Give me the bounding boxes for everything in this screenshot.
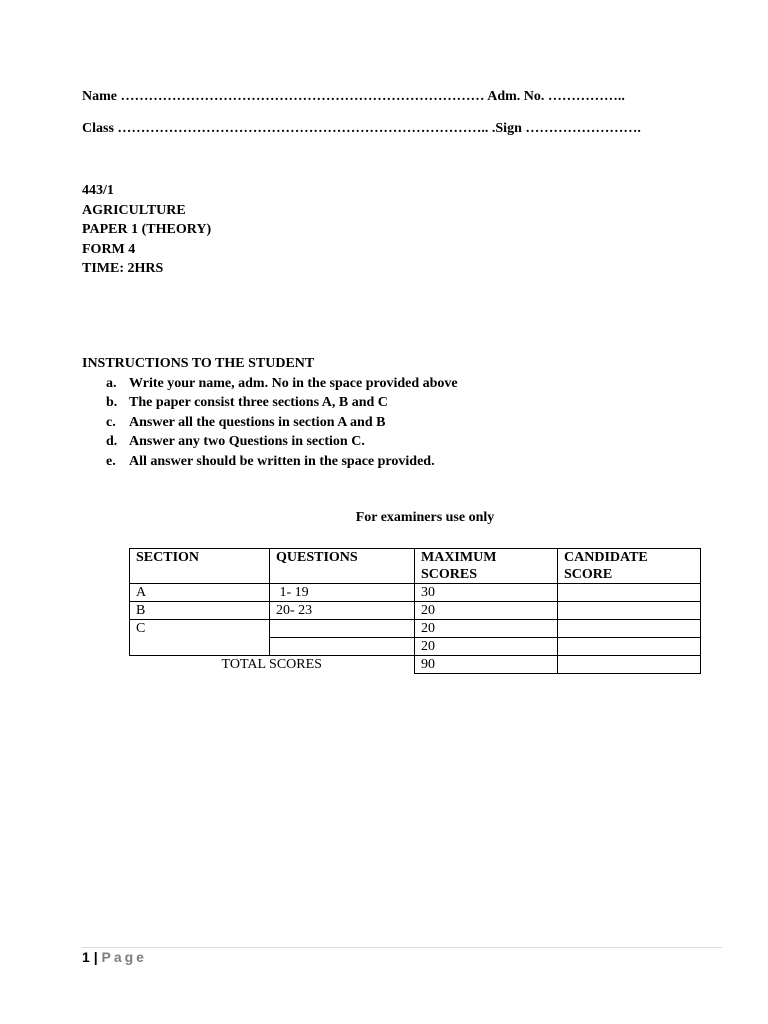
header-candidate-score: CANDIDATE SCORE <box>558 549 701 584</box>
cell-candidate-score[interactable] <box>558 584 701 602</box>
page-separator: | <box>93 949 98 965</box>
subject-title: AGRICULTURE <box>82 202 186 218</box>
instruction-item <box>82 393 458 413</box>
header-section: SECTION <box>130 549 270 584</box>
cell-max-score: 30 <box>415 584 558 602</box>
form-level: FORM 4 <box>82 241 136 257</box>
instructions-heading: INSTRUCTIONS TO THE STUDENT <box>82 356 315 371</box>
page-number: 1 <box>82 949 90 965</box>
instruction-item <box>82 452 458 472</box>
time-allowed: TIME: 2HRS <box>82 261 164 276</box>
cell-questions: 20- 23 <box>270 602 415 620</box>
total-candidate-score[interactable] <box>558 656 701 674</box>
paper-title: PAPER 1 (THEORY) <box>82 222 212 237</box>
instruction-marker: b. <box>106 395 118 410</box>
instruction-marker: d. <box>106 434 118 449</box>
table-row <box>130 584 701 602</box>
class-sign-line: Class …………………………………………………………………….. .Sign ……………………. <box>82 121 641 136</box>
cell-questions <box>270 620 415 638</box>
examiners-caption: For examiners use only <box>355 510 495 525</box>
paper-code: 443/1 <box>82 183 114 198</box>
cell-max-score: 20 <box>415 620 558 638</box>
instruction-marker: a. <box>106 375 117 391</box>
table-row <box>130 602 701 620</box>
table-header-row <box>130 549 701 584</box>
cell-candidate-score[interactable] <box>558 638 701 656</box>
instruction-text: Answer all the questions in section A and B <box>129 414 386 430</box>
instruction-marker: e. <box>106 453 116 469</box>
cell-max-score: 20 <box>415 602 558 620</box>
score-table <box>129 548 701 674</box>
instructions-section <box>82 354 458 471</box>
instruction-marker: c. <box>106 414 116 430</box>
header-maximum-scores: MAXIMUM SCORES <box>415 549 558 584</box>
instruction-text: Write your name, adm. No in the space provided above <box>129 375 458 391</box>
header-questions: QUESTIONS <box>270 549 415 584</box>
cell-section: B <box>130 602 270 620</box>
instruction-item <box>82 374 458 394</box>
cell-max-score: 20 <box>415 638 558 656</box>
cell-candidate-score[interactable] <box>558 620 701 638</box>
table-row <box>130 620 701 638</box>
footer-divider <box>82 947 722 948</box>
paper-header <box>82 181 211 279</box>
cell-section: C <box>130 620 270 656</box>
cell-candidate-score[interactable] <box>558 602 701 620</box>
instruction-text: Answer any two Questions in section C. <box>129 434 365 449</box>
cell-questions <box>270 638 415 656</box>
page-footer <box>82 948 147 966</box>
instruction-text: The paper consist three sections A, B and C <box>129 395 388 410</box>
instructions-list <box>82 374 458 472</box>
instruction-item <box>82 432 458 452</box>
instruction-text: All answer should be written in the space provided. <box>129 453 435 469</box>
table-total-row <box>130 656 701 674</box>
instruction-item <box>82 413 458 433</box>
name-adm-line: Name …………………………………………………………………… Adm. No. …………….. <box>82 89 625 104</box>
cell-questions: 1- 19 <box>270 584 415 602</box>
total-scores-label: TOTAL SCORES <box>130 656 415 674</box>
page-label: Page <box>101 949 147 965</box>
cell-section: A <box>130 584 270 602</box>
total-max-score: 90 <box>415 656 558 674</box>
